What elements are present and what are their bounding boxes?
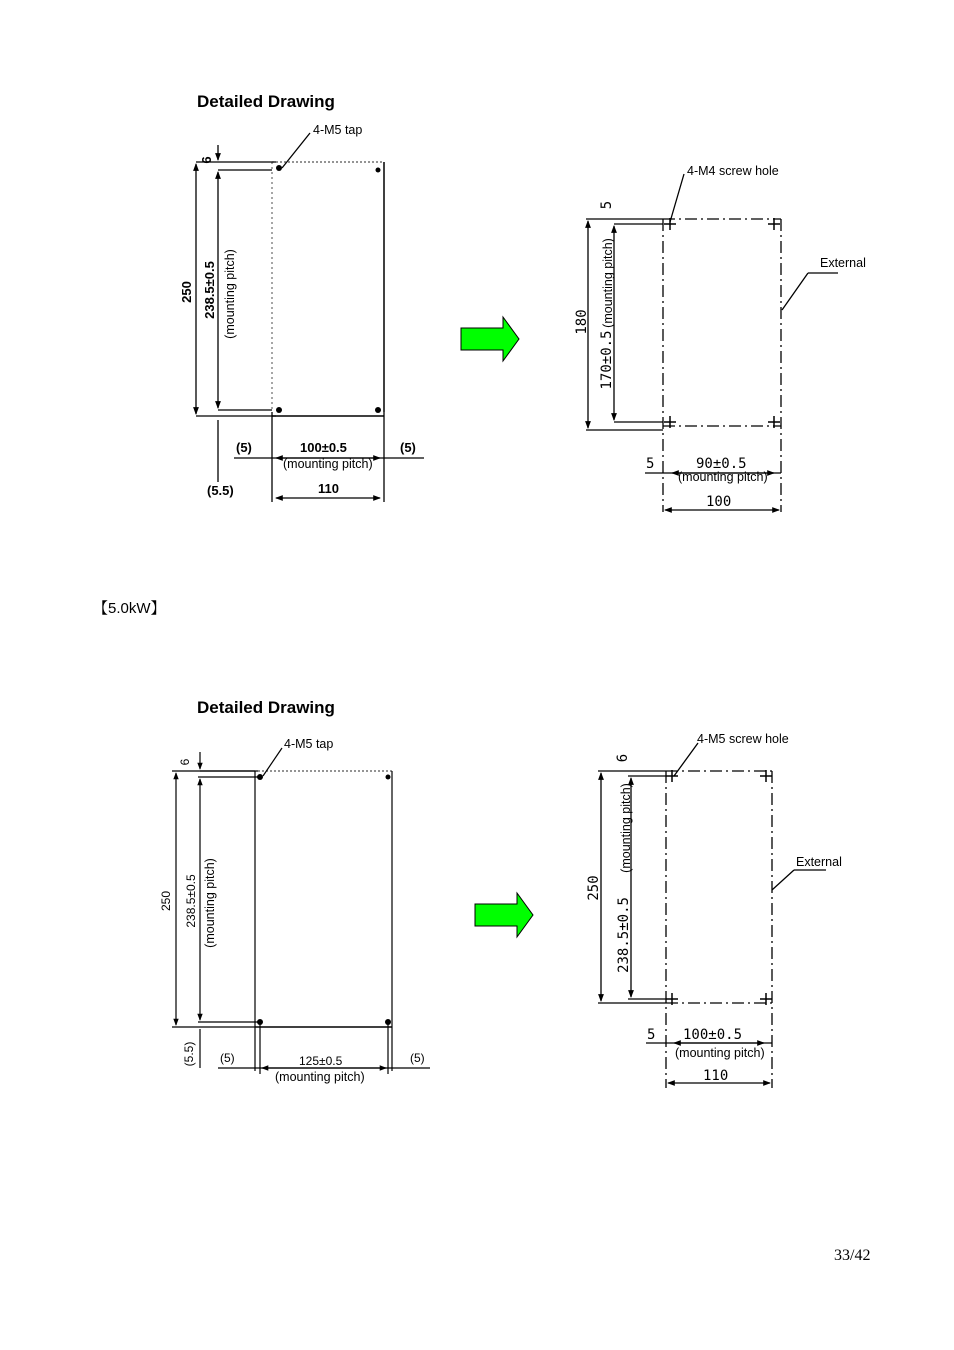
pitch-note-h: (mounting pitch)	[678, 470, 768, 484]
dim-pitch-v: 238.5±0.5	[616, 897, 632, 973]
dim-pitch-h: 100±0.5	[683, 1027, 743, 1043]
dim-bottom-offset: (5.5)	[207, 483, 234, 498]
pitch-note-v: (mounting pitch)	[203, 858, 217, 948]
tap-hole-icon	[385, 1019, 391, 1025]
dim-width: 100	[706, 494, 732, 510]
external-label: External	[796, 855, 842, 869]
drawing-heading-2: Detailed Drawing	[197, 698, 335, 717]
callout-4m4-screw-hole: 4-M4 screw hole	[687, 164, 779, 178]
dim-pitch-v: 170±0.5	[599, 330, 615, 390]
dim-pitch-v: 238.5±0.5	[202, 261, 217, 319]
drawing-1-left-holes	[276, 165, 381, 413]
dim-width: 110	[703, 1068, 729, 1084]
dim-pitch-v: 238.5±0.5	[184, 874, 198, 928]
pitch-note-v: (mounting pitch)	[619, 783, 633, 873]
drawing-heading-1: Detailed Drawing	[197, 92, 335, 111]
dim-pitch-h: 125±0.5	[299, 1054, 343, 1068]
dim-left-offset: (5)	[236, 440, 252, 455]
pitch-note-v: (mounting pitch)	[223, 249, 237, 339]
dim-height: 250	[586, 875, 602, 901]
tap-hole-icon	[376, 168, 381, 173]
dim-pitch-h: 100±0.5	[300, 440, 347, 455]
hole-mark-icon	[664, 218, 676, 230]
dim-bottom-offset: (5.5)	[182, 1041, 196, 1067]
pitch-note-h: (mounting pitch)	[283, 457, 373, 471]
dim-top-offset: 6	[178, 758, 192, 766]
tap-hole-icon	[257, 774, 263, 780]
external-label: External	[820, 256, 866, 270]
page-number: 33/42	[834, 1247, 871, 1264]
drawing-2-left-holes	[257, 774, 391, 1025]
tap-hole-icon	[276, 407, 282, 413]
dim-height: 250	[159, 890, 173, 912]
dim-right-offset: (5)	[410, 1051, 425, 1065]
callout-4m5-tap: 4-M5 tap	[284, 737, 334, 751]
dim-top-offset: 6	[615, 753, 631, 763]
tap-hole-icon	[257, 1019, 263, 1025]
dim-pitch-h: 90±0.5	[696, 456, 747, 472]
dim-height: 250	[179, 281, 194, 303]
dim-left-offset: 5	[647, 1027, 656, 1043]
hole-mark-icon	[768, 218, 780, 230]
dim-left-offset: 5	[646, 456, 655, 472]
section-label-5kw: 【5.0kW】	[93, 600, 166, 617]
hole-mark-icon	[666, 770, 678, 782]
pitch-note-v: (mounting pitch)	[601, 238, 615, 328]
pitch-note-h: (mounting pitch)	[675, 1046, 765, 1060]
pitch-note-h: (mounting pitch)	[275, 1070, 365, 1084]
drawing-1-right-holes	[664, 218, 780, 428]
tap-hole-icon	[386, 775, 391, 780]
dim-height: 180	[574, 309, 590, 335]
dim-top-offset: 5	[599, 200, 615, 210]
callout-4m5-tap: 4-M5 tap	[313, 123, 363, 137]
dim-left-offset: (5)	[220, 1051, 235, 1065]
callout-4m5-screw-hole: 4-M5 screw hole	[697, 732, 789, 746]
tap-hole-icon	[276, 165, 282, 171]
drawing-2-right-holes	[666, 770, 772, 1005]
tap-hole-icon	[375, 407, 381, 413]
dim-width: 110	[318, 481, 339, 496]
dim-right-offset: (5)	[400, 440, 416, 455]
right-arrow-icon	[475, 893, 533, 937]
dim-top-offset: 6	[199, 156, 214, 164]
hole-mark-icon	[760, 770, 772, 782]
right-arrow-icon	[461, 317, 519, 361]
